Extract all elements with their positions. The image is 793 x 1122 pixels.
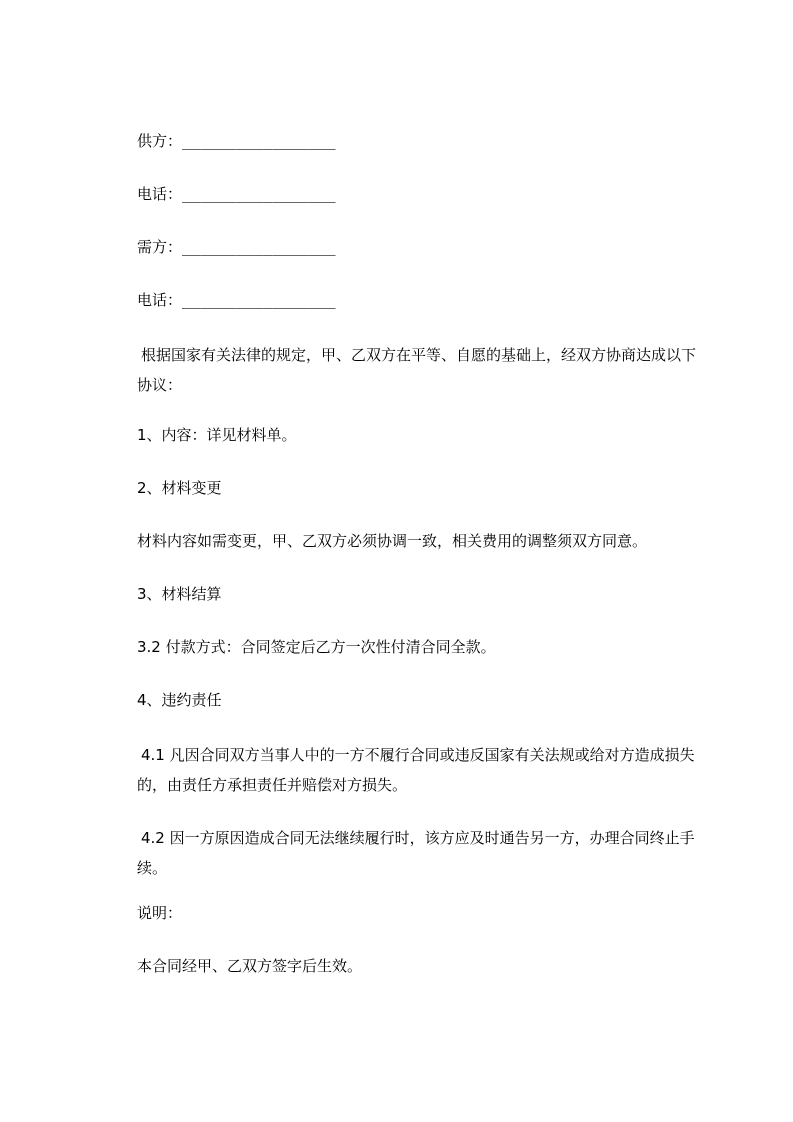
buyer-phone-field	[137, 290, 336, 310]
supplier-label: 供方：	[137, 132, 183, 150]
note-body: 本合同经甲、乙双方签字后生效。	[137, 957, 363, 975]
section-2-title: 2、材料变更	[137, 479, 222, 497]
buyer-blank: _________________	[182, 238, 336, 256]
intro-paragraph: 根据国家有关法律的规定，甲、乙双方在平等、自愿的基础上，经双方协商达成以下协议：	[137, 346, 697, 394]
section-3-title: 3、材料结算	[137, 585, 222, 603]
section-4-2: 4.2 因一方原因造成合同无法继续履行时，该方应及时通告另一方，办理合同终止手续。	[137, 829, 695, 877]
supplier-field	[137, 131, 336, 151]
note-title: 说明：	[137, 904, 183, 922]
section-3-2: 3.2 付款方式：合同签定后乙方一次性付清合同全款。	[137, 638, 496, 656]
buyer-phone-label: 电话：	[137, 291, 183, 309]
buyer-field	[137, 237, 336, 257]
buyer-phone-blank: _________________	[182, 291, 336, 309]
supplier-phone-label: 电话：	[137, 185, 183, 203]
buyer-label: 需方：	[137, 238, 183, 256]
supplier-phone-field	[137, 184, 336, 204]
section-1: 1、内容：详见材料单。	[137, 426, 297, 444]
section-4-1: 4.1 凡因合同双方当事人中的一方不履行合同或违反国家有关法规或给对方造成损失的，由责任方承担责任并赔偿对方损失。	[137, 746, 695, 794]
section-2-body: 材料内容如需变更，甲、乙双方必须协调一致，相关费用的调整须双方同意。	[137, 532, 648, 550]
supplier-blank: _________________	[182, 132, 336, 150]
section-4-title: 4、违约责任	[137, 691, 222, 709]
supplier-phone-blank: _________________	[182, 185, 336, 203]
